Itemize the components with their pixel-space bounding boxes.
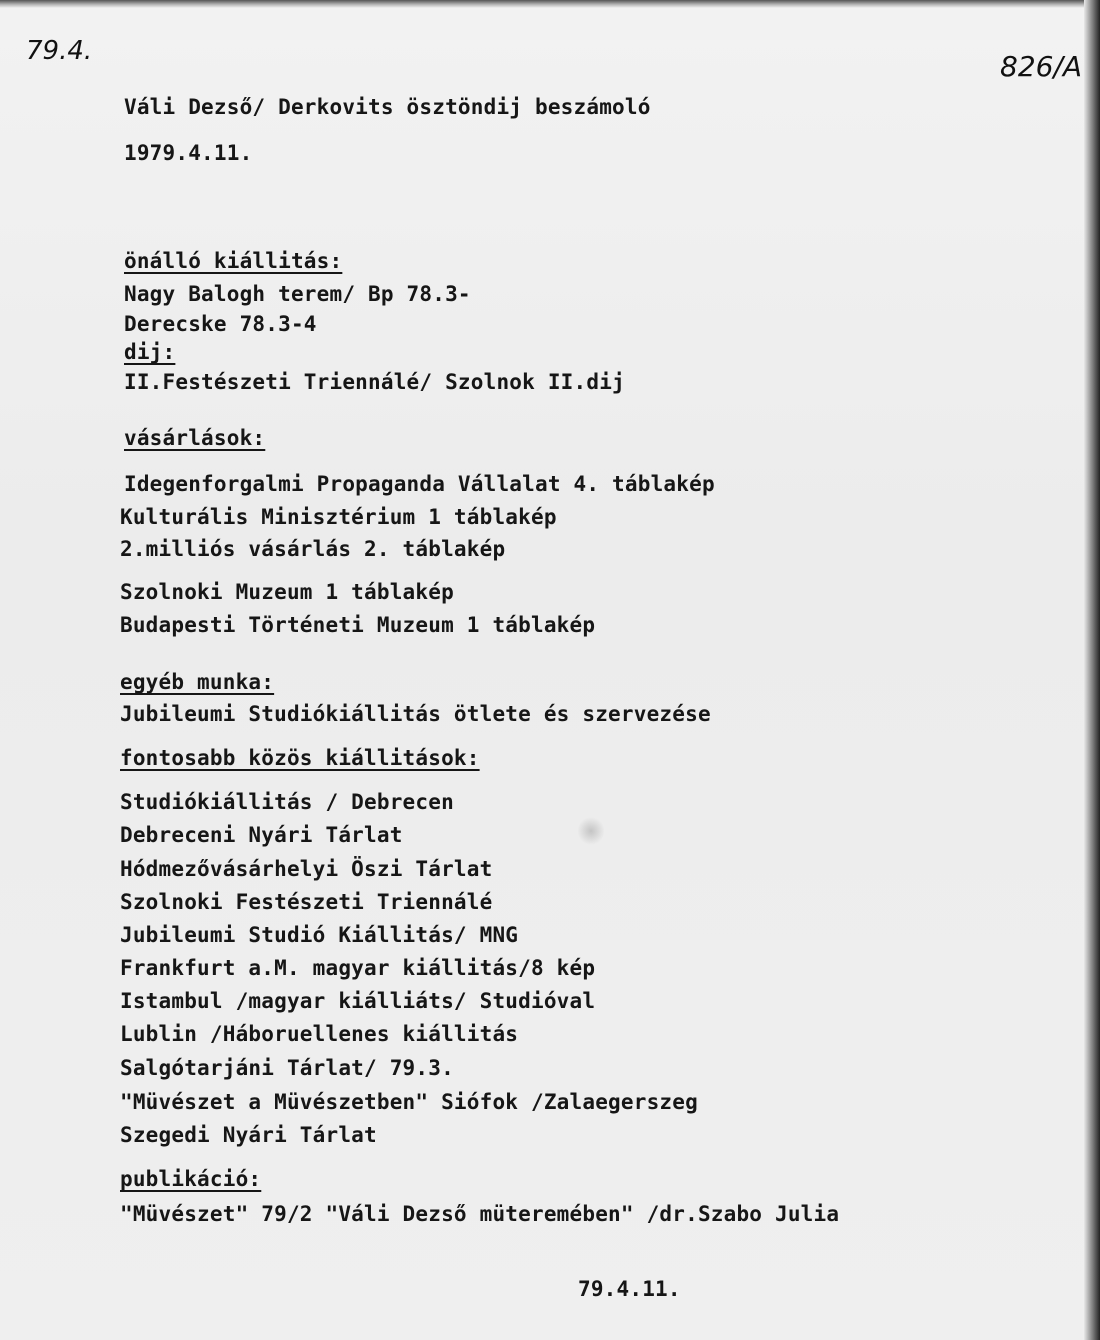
purchase-item: 2.milliós vásárlás 2. táblakép bbox=[120, 537, 506, 561]
page-top-edge bbox=[0, 0, 1100, 8]
page-right-edge bbox=[1084, 0, 1100, 1340]
group-exhibition-item: Frankfurt a.M. magyar kiállitás/8 kép bbox=[120, 956, 596, 980]
publication-item: "Müvészet" 79/2 "Váli Dezső müteremében" /dr.Szabo Julia bbox=[120, 1202, 840, 1226]
award-item: II.Festészeti Triennálé/ Szolnok II.dij bbox=[124, 370, 625, 394]
ink-smudge bbox=[578, 816, 604, 846]
group-exhibition-item: "Müvészet a Müvészetben" Siófok /Zalaegerszeg bbox=[120, 1090, 698, 1114]
purchases-heading: vásárlások: bbox=[124, 426, 266, 450]
solo-exhibition-heading: önálló kiállitás: bbox=[124, 249, 343, 273]
footer-date: 79.4.11. bbox=[578, 1277, 681, 1301]
report-title: Váli Dezső/ Derkovits ösztöndij beszámoló bbox=[124, 95, 651, 119]
publication-heading: publikáció: bbox=[120, 1167, 262, 1191]
group-exhibition-item: Hódmezővásárhelyi Öszi Tárlat bbox=[120, 857, 493, 881]
group-exhibition-item: Szegedi Nyári Tárlat bbox=[120, 1123, 377, 1147]
award-heading: dij: bbox=[124, 340, 176, 364]
handwritten-archive-number: 826/A bbox=[1000, 50, 1083, 83]
other-work-item: Jubileumi Studiókiállitás ötlete és szervezése bbox=[120, 702, 711, 726]
other-work-heading: egyéb munka: bbox=[120, 670, 275, 694]
group-exhibitions-heading: fontosabb közös kiállitások: bbox=[120, 746, 480, 770]
group-exhibition-item: Jubileumi Studió Kiállitás/ MNG bbox=[120, 923, 519, 947]
purchase-item: Budapesti Történeti Muzeum 1 táblakép bbox=[120, 613, 596, 637]
report-date: 1979.4.11. bbox=[124, 141, 253, 165]
group-exhibition-item: Salgótarjáni Tárlat/ 79.3. bbox=[120, 1056, 454, 1080]
handwritten-note-top-left: 79.4. bbox=[26, 36, 93, 66]
group-exhibition-item: Szolnoki Festészeti Triennálé bbox=[120, 890, 493, 914]
group-exhibition-item: Lublin /Háboruellenes kiállitás bbox=[120, 1022, 519, 1046]
purchase-item: Szolnoki Muzeum 1 táblakép bbox=[120, 580, 454, 604]
group-exhibition-item: Studiókiállitás / Debrecen bbox=[120, 790, 454, 814]
group-exhibition-item: Debreceni Nyári Tárlat bbox=[120, 823, 403, 847]
purchase-item: Kulturális Minisztérium 1 táblakép bbox=[120, 505, 557, 529]
group-exhibition-item: Istambul /magyar kiálliáts/ Studióval bbox=[120, 989, 596, 1013]
solo-exhibition-item: Nagy Balogh terem/ Bp 78.3- bbox=[124, 282, 471, 306]
purchase-item: Idegenforgalmi Propaganda Vállalat 4. táblakép bbox=[124, 472, 715, 496]
solo-exhibition-item: Derecske 78.3-4 bbox=[124, 312, 317, 336]
